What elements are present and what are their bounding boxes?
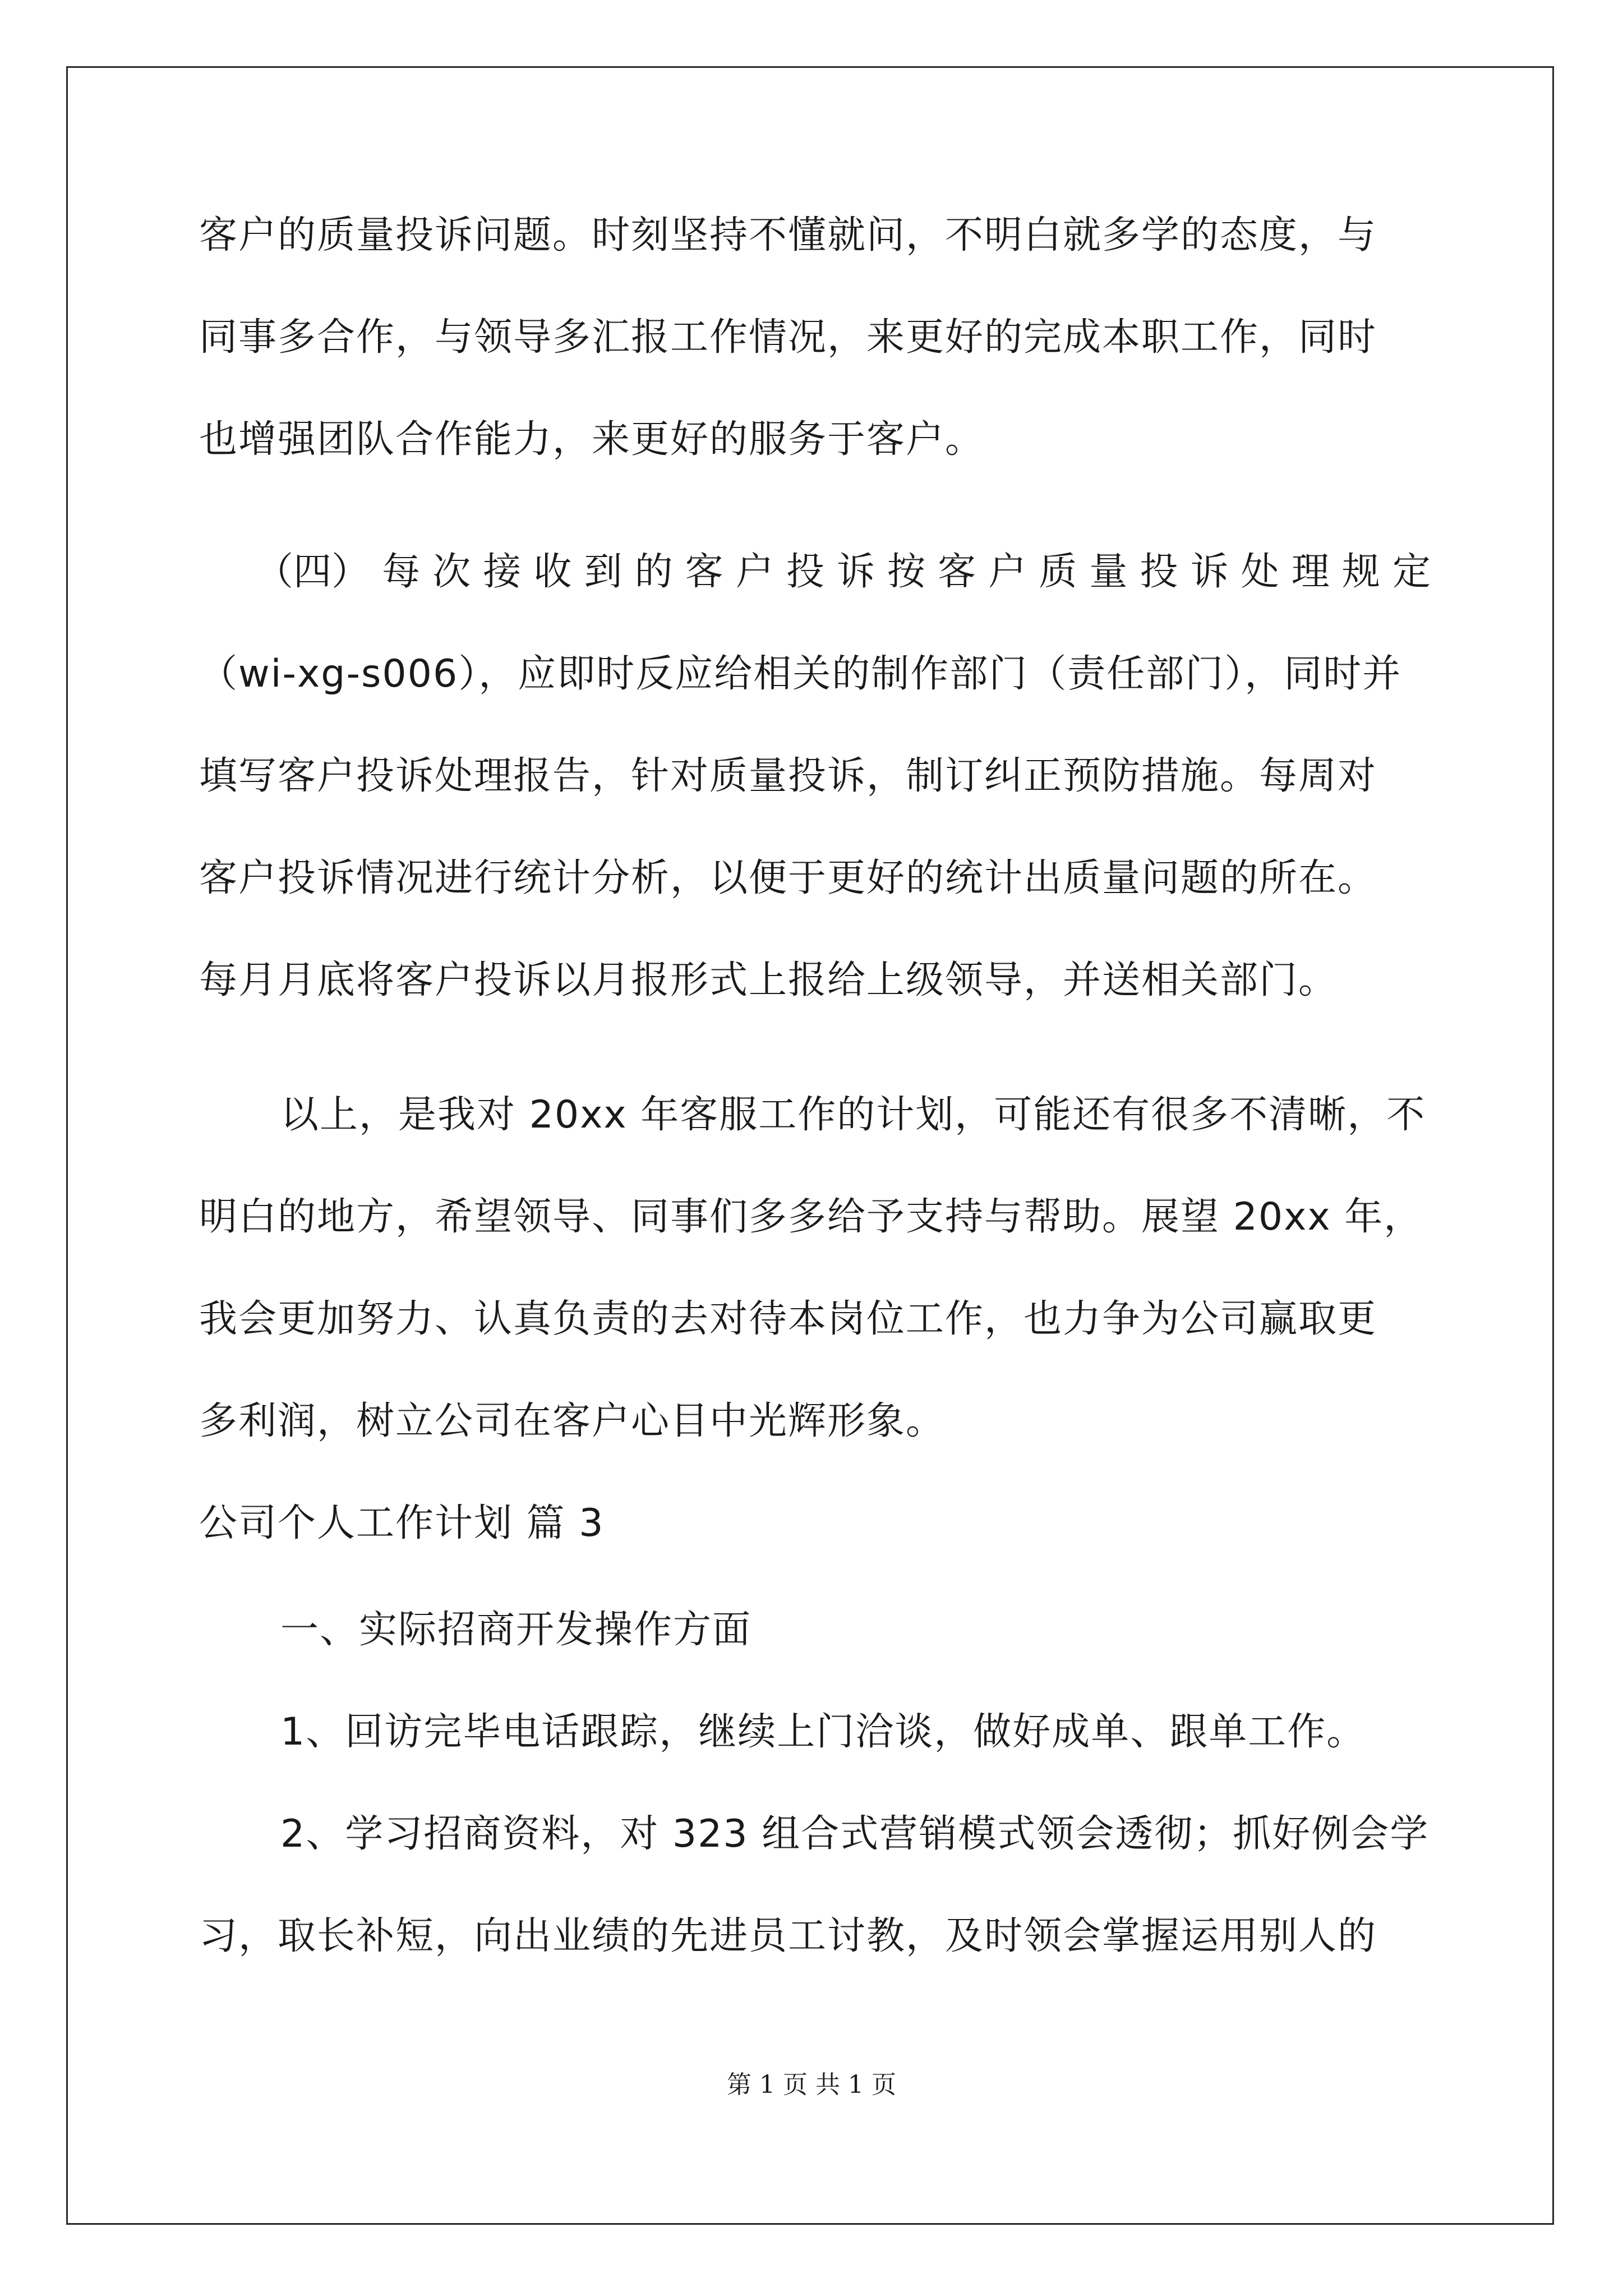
justified-character: 理 [1291,550,1330,594]
justified-character: 定 [1392,550,1431,594]
paragraph-line: 同事多合作，与领导多汇报工作情况，来更好的完成本职工作，同时 [199,315,1377,360]
paragraph-line: 客户投诉情况进行统计分析，以便于更好的统计出质量问题的所在。 [199,856,1377,900]
section-heading: 公司个人工作计划 篇 3 [199,1501,605,1545]
justified-character: 诉 [836,550,875,594]
justified-character: 投 [786,550,824,594]
justified-character: 量 [1089,550,1128,594]
justified-character: 到 [584,550,623,594]
paragraph-line: 2、学习招商资料，对 323 组合式营销模式领会透彻；抓好例会学 [280,1812,1430,1856]
justified-character: 收 [533,550,572,594]
justified-character: 每 [382,550,421,594]
justified-character: （四） [255,550,370,594]
paragraph-line: （wi-xg-s006），应即时反应给相关的制作部门（责任部门），同时并 [199,652,1402,696]
paragraph-line: 每月月底将客户投诉以月报形式上报给上级领导，并送相关部门。 [199,958,1338,1002]
paragraph-line: 多利润，树立公司在客户心目中光辉形象。 [199,1399,946,1443]
justified-character: 客 [938,550,976,594]
justified-character: 客 [685,550,723,594]
justified-character: 按 [887,550,926,594]
justified-character: 规 [1341,550,1380,594]
justified-character: 次 [432,550,471,594]
justified-character: 诉 [1190,550,1229,594]
justified-character: 的 [634,550,673,594]
spread-paragraph-line [199,539,1431,606]
paragraph-line: 以上，是我对 20xx 年客服工作的计划，可能还有很多不清晰，不 [280,1093,1426,1137]
paragraph-line: 填写客户投诉处理报告，针对质量投诉，制订纠正预防措施。每周对 [199,754,1377,798]
subsection-heading: 一、实际招商开发操作方面 [280,1608,752,1652]
justified-character: 户 [735,550,774,594]
paragraph-line: 习，取长补短，向出业绩的先进员工讨教，及时领会掌握运用别人的 [199,1914,1377,1958]
paragraph-line: 也增强团队合作能力，来更好的服务于客户。 [199,417,985,462]
paragraph-line: 我会更加努力、认真负责的去对待本岗位工作，也力争为公司赢取更 [199,1297,1377,1341]
justified-character: 投 [1140,550,1178,594]
page-footer: 第 1 页 共 1 页 [727,2070,896,2099]
paragraph-line: 明白的地方，希望领导、同事们多多给予支持与帮助。展望 20xx 年， [199,1195,1423,1239]
justified-character: 户 [988,550,1027,594]
justified-character: 处 [1241,550,1279,594]
paragraph-line: 1、回访完毕电话跟踪，继续上门洽谈，做好成单、跟单工作。 [280,1710,1366,1754]
justified-character: 质 [1039,550,1077,594]
justified-character: 接 [483,550,522,594]
paragraph-line: 客户的质量投诉问题。时刻坚持不懂就问，不明白就多学的态度，与 [199,213,1377,257]
